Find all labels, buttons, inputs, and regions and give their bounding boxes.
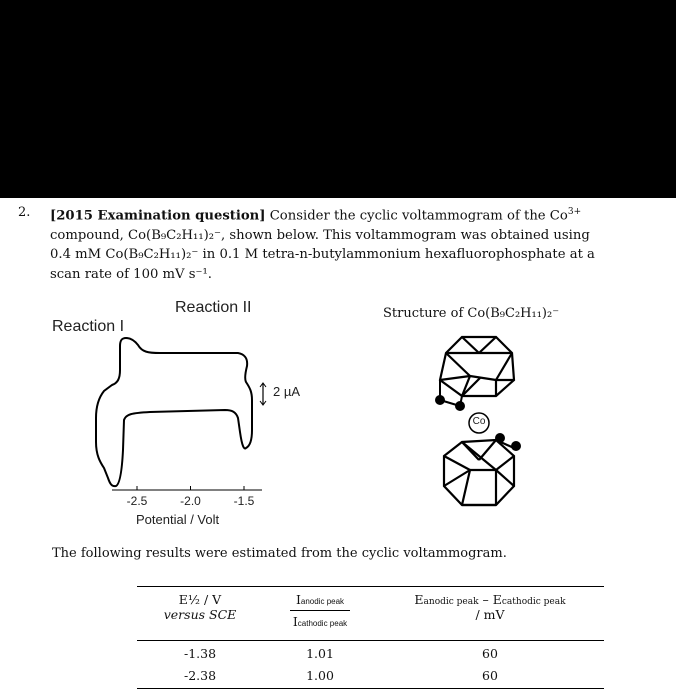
lower-carbon-atom-1: [495, 433, 505, 443]
reaction-2-label: Reaction II: [175, 299, 252, 316]
reaction-1-label: Reaction I: [52, 318, 125, 335]
header-peak-separation: Eanodic peak – Ecathodic peak / mV: [414, 592, 566, 622]
row1-separation: 60: [482, 646, 498, 661]
x-tick-label: -2.5: [126, 494, 148, 508]
question-text: [2015 Examination question] Consider the cyclic voltammogram of the $Co^{3+}$ compound, Co(B₉C₂H₁₁)₂⁻, shown below. This voltammogram was obtained using 0.4 mM Co(B₉C₂H₁₁)₂⁻ in 0.1 M tetra-n-butylammonium hexafluorophosphate at a scan rate of 100 mV s⁻¹.: [50, 207, 595, 282]
row2-e-half: -2.38: [183, 668, 217, 683]
scale-bar-label: 2 µA: [273, 384, 301, 399]
table-bottom-rule: [137, 688, 604, 689]
results-intro: The following results were estimated from the cyclic voltammogram.: [52, 546, 507, 561]
table-top-rule: [137, 586, 604, 587]
header-current-ratio: Ianodic peak Icathodic peak: [275, 592, 365, 629]
upper-cage: [440, 337, 514, 406]
structure-title: Structure of Co(B₉C₂H₁₁)₂⁻: [383, 306, 560, 321]
question-lead: [2015 Examination question]: [50, 208, 266, 224]
x-tick-label: -1.5: [233, 494, 255, 508]
header-e-half: E½ / V versus SCE: [163, 592, 237, 622]
table-header-rule: [137, 640, 604, 641]
lower-carbon-atom-2: [511, 441, 521, 451]
question-number: 2.: [18, 205, 31, 220]
cobalt-label: Co: [472, 416, 486, 427]
row1-ratio: 1.01: [306, 646, 334, 661]
x-axis-label: Potential / Volt: [136, 512, 220, 527]
lower-cage: [444, 440, 514, 505]
row2-separation: 60: [482, 668, 498, 683]
row1-e-half: -1.38: [183, 646, 217, 661]
row2-ratio: 1.00: [306, 668, 334, 683]
x-tick-label: -2.0: [180, 494, 201, 508]
